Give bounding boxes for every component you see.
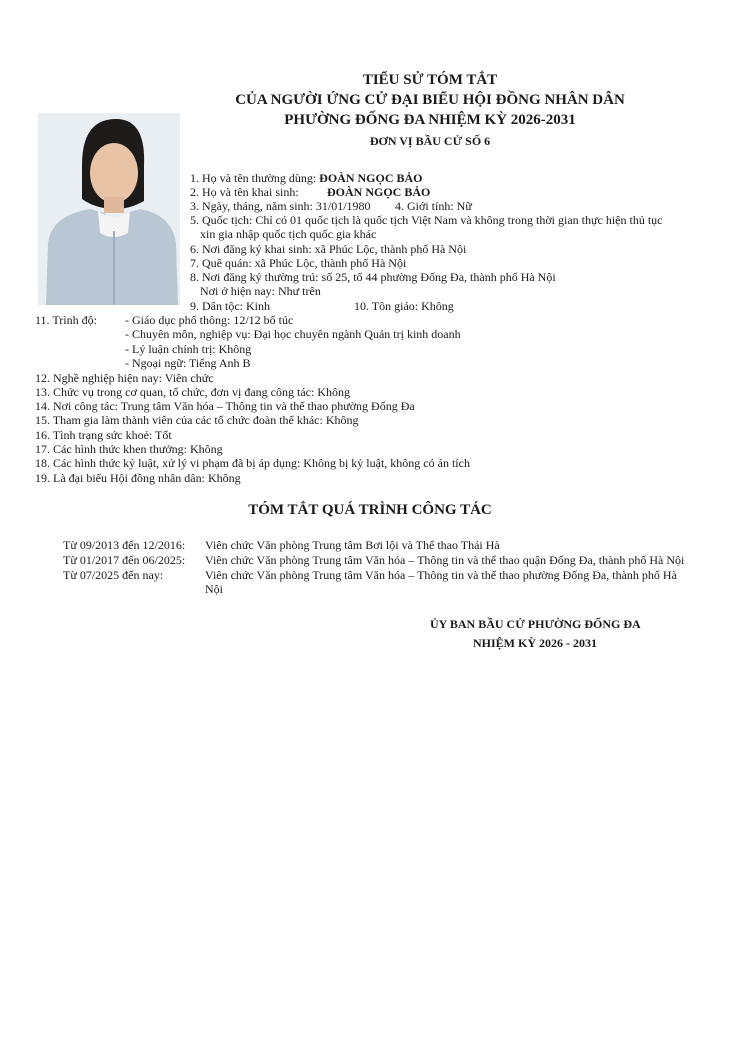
item-1-value: ĐOÀN NGỌC BẢO <box>319 171 423 185</box>
item-16: 16. Tình trạng sức khoẻ: Tốt <box>35 428 172 442</box>
committee-term: NHIỆM KỲ 2026 - 2031 <box>473 636 597 650</box>
item-19: 19. Là đại biểu Hội đồng nhân dân: Không <box>35 471 241 485</box>
item-8-current-residence: Nơi ở hiện nay: Như trên <box>200 284 321 298</box>
item-15: 15. Tham gia làm thành viên của các tổ chức đoàn thể khác: Không <box>35 413 359 427</box>
item-11-specialty: - Chuyên môn, nghiệp vụ: Đại học chuyên ngành Quản trị kinh doanh <box>125 327 461 341</box>
item-5-line-1: 5. Quốc tịch: Chỉ có 01 quốc tịch là quốc tịch Việt Nam và không trong thời gian thực hiện thủ tục <box>190 213 663 227</box>
item-5-line-2: xin gia nhập quốc tịch quốc gia khác <box>200 227 377 241</box>
career-period: Từ 09/2013 đến 12/2016: <box>63 538 186 552</box>
career-period: Từ 07/2025 đến nay: <box>63 568 164 582</box>
item-2-value: ĐOÀN NGỌC BẢO <box>327 185 431 199</box>
item-2-label: 2. Họ và tên khai sinh: <box>190 185 299 199</box>
item-11-general-education: - Giáo dục phổ thông: 12/12 bổ túc <box>125 313 294 327</box>
career-description: Viên chức Văn phòng Trung tâm Văn hóa – Thông tin và thể thao quận Đống Đa, thành phố Hà Nội <box>205 553 685 567</box>
doc-ward-term: PHƯỜNG ĐỐNG ĐA NHIỆM KỲ 2026-2031 <box>284 112 576 128</box>
career-description: Viên chức Văn phòng Trung tâm Bơi lội và Thể thao Thái Hà <box>205 538 500 552</box>
item-3: 3. Ngày, tháng, năm sinh: 31/01/1980 <box>190 199 371 213</box>
career-description-continued: Nội <box>205 582 223 596</box>
item-7: 7. Quê quán: xã Phúc Lộc, thành phố Hà Nội <box>190 256 407 270</box>
item-10: 10. Tôn giáo: Không <box>354 299 454 313</box>
item-8: 8. Nơi đăng ký thường trú: số 25, tổ 44 phường Đống Đa, thành phố Hà Nội <box>190 270 556 284</box>
electoral-unit: ĐƠN VỊ BẦU CỬ SỐ 6 <box>369 134 491 148</box>
item-4: 4. Giới tính: Nữ <box>395 199 472 213</box>
item-6: 6. Nơi đăng ký khai sinh: xã Phúc Lộc, thành phố Hà Nội <box>190 242 467 256</box>
item-11-label: 11. Trình độ: <box>35 313 97 327</box>
item-11-political-theory: - Lý luận chính trị: Không <box>125 342 252 356</box>
item-13: 13. Chức vụ trong cơ quan, tổ chức, đơn vị đang công tác: Không <box>35 385 350 399</box>
item-14: 14. Nơi công tác: Trung tâm Văn hóa – Thông tin và thể thao phường Đống Đa <box>35 399 415 413</box>
item-1 <box>190 171 423 185</box>
doc-title: TIỂU SỬ TÓM TẮT <box>362 72 498 88</box>
item-12: 12. Nghề nghiệp hiện nay: Viên chức <box>35 371 214 385</box>
item-1-label: 1. Họ và tên thường dùng: <box>190 171 317 185</box>
portrait-image <box>38 113 180 305</box>
candidate-photo <box>38 113 180 305</box>
career-period: Từ 01/2017 đến 06/2025: <box>63 553 186 567</box>
item-18: 18. Các hình thức kỷ luật, xử lý vi phạm đã bị áp dụng: Không bị kỷ luật, không có án tích <box>35 456 470 470</box>
committee-name: ỦY BAN BẦU CỬ PHƯỜNG ĐỐNG ĐA <box>430 617 641 631</box>
career-title: TÓM TẮT QUÁ TRÌNH CÔNG TÁC <box>248 502 492 518</box>
doc-subtitle: CỦA NGƯỜI ỨNG CỬ ĐẠI BIỂU HỘI ĐỒNG NHÂN DÂN <box>235 92 625 108</box>
career-description: Viên chức Văn phòng Trung tâm Văn hóa – Thông tin và thể thao phường Đống Đa, thành phố Hà <box>205 568 677 582</box>
item-11-foreign-language: - Ngoại ngữ: Tiếng Anh B <box>125 356 251 370</box>
item-17: 17. Các hình thức khen thưởng: Không <box>35 442 223 456</box>
item-9: 9. Dân tộc: Kinh <box>190 299 270 313</box>
